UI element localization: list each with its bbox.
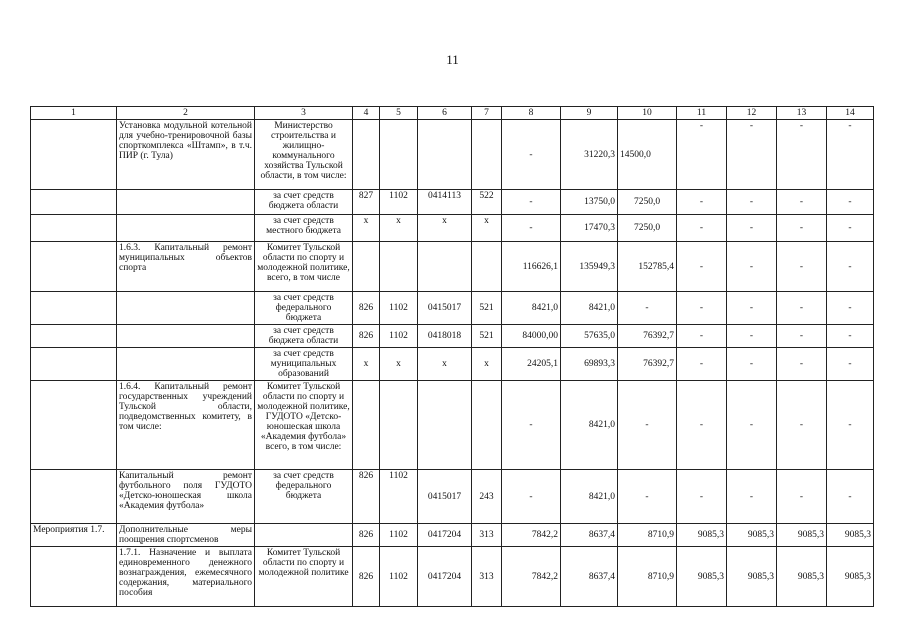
value-cell: - xyxy=(677,470,727,524)
value-cell: 14500,0 xyxy=(618,120,677,190)
value-cell: - xyxy=(827,470,874,524)
section-code xyxy=(380,381,418,470)
measure-name: 1.6.3. Капитальный ремонт муниципальных объектов спорта xyxy=(117,242,255,292)
value-cell: - xyxy=(727,242,777,292)
measure-name: Установка модульной котельной для учебно-тренировочной базы спорткомплекса «Штамп», в т.ч. ПИР (г. Тула) xyxy=(117,120,255,190)
event-cell xyxy=(31,381,117,470)
value-cell: - xyxy=(502,381,561,470)
article-code: х xyxy=(418,348,472,381)
header-cell: 3 xyxy=(255,107,353,120)
value-cell: 76392,7 xyxy=(618,348,677,381)
table-row xyxy=(31,381,874,470)
value-cell: - xyxy=(827,120,874,190)
value-cell: - xyxy=(777,190,827,215)
article-code: 0415017 xyxy=(418,292,472,325)
value-cell: - xyxy=(827,325,874,348)
section-code: х xyxy=(380,215,418,242)
section-code: 1102 xyxy=(380,292,418,325)
value-cell: - xyxy=(618,292,677,325)
page-number: 11 xyxy=(446,52,459,67)
grbs-code: 826 xyxy=(353,547,380,607)
value-cell: 57635,0 xyxy=(561,325,618,348)
value-cell: - xyxy=(727,190,777,215)
article-code: 0415017 xyxy=(418,470,472,524)
executor-name: за счет средств федерального бюджета xyxy=(255,292,353,325)
event-cell xyxy=(31,215,117,242)
value-cell: 7250,0 xyxy=(618,215,677,242)
grbs-code: х xyxy=(353,348,380,381)
expense-code: 521 xyxy=(472,325,502,348)
executor-name: за счет средств муниципальных образований xyxy=(255,348,353,381)
value-cell: 8421,0 xyxy=(561,292,618,325)
article-code xyxy=(418,120,472,190)
section-code: 1102 xyxy=(380,547,418,607)
value-cell: - xyxy=(777,215,827,242)
value-cell: - xyxy=(727,348,777,381)
executor-name: Комитет Тульской области по спорту и молодежной политике, всего, в том числе xyxy=(255,242,353,292)
measure-name xyxy=(117,292,255,325)
value-cell: - xyxy=(618,470,677,524)
expense-code: 313 xyxy=(472,524,502,547)
header-cell: 7 xyxy=(472,107,502,120)
header-cell: 11 xyxy=(677,107,727,120)
value-cell: - xyxy=(827,215,874,242)
section-code: 1102 xyxy=(380,470,418,524)
value-cell: - xyxy=(827,381,874,470)
value-cell: - xyxy=(777,120,827,190)
table-row xyxy=(31,292,874,325)
article-code xyxy=(418,381,472,470)
grbs-code xyxy=(353,120,380,190)
measure-name: 1.6.4. Капитальный ремонт государственных учреждений Тульской области, подведомственных комитету, в том числе: xyxy=(117,381,255,470)
executor-name xyxy=(255,524,353,547)
value-cell: - xyxy=(727,325,777,348)
table-row xyxy=(31,242,874,292)
event-cell xyxy=(31,120,117,190)
value-cell: 9085,3 xyxy=(677,547,727,607)
value-cell: 31220,3 xyxy=(561,120,618,190)
header-cell: 9 xyxy=(561,107,618,120)
table-row xyxy=(31,120,874,190)
value-cell: - xyxy=(777,381,827,470)
expense-code xyxy=(472,120,502,190)
measure-name xyxy=(117,348,255,381)
section-code: 1102 xyxy=(380,524,418,547)
value-cell: - xyxy=(677,292,727,325)
article-code xyxy=(418,242,472,292)
executor-name: Министерство строительства и жилищно-коммунального хозяйства Тульской области, в том числе: xyxy=(255,120,353,190)
value-cell: - xyxy=(677,120,727,190)
header-cell: 1 xyxy=(31,107,117,120)
article-code: 0417204 xyxy=(418,547,472,607)
expense-code xyxy=(472,381,502,470)
value-cell: - xyxy=(677,242,727,292)
header-cell: 13 xyxy=(777,107,827,120)
expense-code: 522 xyxy=(472,190,502,215)
measure-name: 1.7.1. Назначение и выплата единовременного денежного вознаграждения, ежемесячного содержания, материального пособия xyxy=(117,547,255,607)
executor-name: Комитет Тульской области по спорту и молодежной политике, ГУДОТО «Детско-юношеская школа «Академия футбола» всего, в том числе: xyxy=(255,381,353,470)
executor-name: за счет средств местного бюджета xyxy=(255,215,353,242)
executor-name: за счет средств бюджета области xyxy=(255,190,353,215)
event-cell xyxy=(31,292,117,325)
value-cell: - xyxy=(618,381,677,470)
article-code: 0417204 xyxy=(418,524,472,547)
value-cell: - xyxy=(777,470,827,524)
grbs-code: 826 xyxy=(353,524,380,547)
executor-name: за счет средств бюджета области xyxy=(255,325,353,348)
grbs-code: 826 xyxy=(353,325,380,348)
article-code: 0414113 xyxy=(418,190,472,215)
budget-table xyxy=(30,106,874,607)
value-cell: - xyxy=(677,381,727,470)
value-cell: 9085,3 xyxy=(727,547,777,607)
expense-code: 243 xyxy=(472,470,502,524)
grbs-code: х xyxy=(353,215,380,242)
table-row xyxy=(31,470,874,524)
measure-name: Капитальный ремонт футбольного поля ГУДОТО «Детско-юношеская школа «Академия футбола» xyxy=(117,470,255,524)
value-cell: 13750,0 xyxy=(561,190,618,215)
value-cell: - xyxy=(777,348,827,381)
value-cell: 9085,3 xyxy=(777,524,827,547)
header-cell: 10 xyxy=(618,107,677,120)
value-cell: - xyxy=(827,292,874,325)
value-cell: 7250,0 xyxy=(618,190,677,215)
value-cell: - xyxy=(502,215,561,242)
header-cell: 2 xyxy=(117,107,255,120)
value-cell: - xyxy=(727,292,777,325)
table-row xyxy=(31,325,874,348)
table-row xyxy=(31,524,874,547)
value-cell: - xyxy=(677,190,727,215)
value-cell: 7842,2 xyxy=(502,524,561,547)
value-cell: - xyxy=(777,242,827,292)
event-cell xyxy=(31,470,117,524)
value-cell: 135949,3 xyxy=(561,242,618,292)
value-cell: 8421,0 xyxy=(502,292,561,325)
measure-name: Дополнительные меры поощрения спортсменов xyxy=(117,524,255,547)
value-cell: - xyxy=(502,470,561,524)
header-cell: 5 xyxy=(380,107,418,120)
event-cell xyxy=(31,325,117,348)
header-row xyxy=(31,107,874,120)
measure-name xyxy=(117,325,255,348)
value-cell: 8421,0 xyxy=(561,470,618,524)
section-code: 1102 xyxy=(380,325,418,348)
section-code xyxy=(380,242,418,292)
expense-code: х xyxy=(472,348,502,381)
value-cell: 8421,0 xyxy=(561,381,618,470)
value-cell: 69893,3 xyxy=(561,348,618,381)
value-cell: - xyxy=(777,325,827,348)
value-cell: - xyxy=(727,120,777,190)
value-cell: - xyxy=(727,381,777,470)
table-row xyxy=(31,547,874,607)
event-cell xyxy=(31,348,117,381)
value-cell: - xyxy=(827,190,874,215)
value-cell: 8710,9 xyxy=(618,524,677,547)
value-cell: 8637,4 xyxy=(561,547,618,607)
value-cell: 116626,1 xyxy=(502,242,561,292)
value-cell: 9085,3 xyxy=(727,524,777,547)
table-row xyxy=(31,190,874,215)
value-cell: - xyxy=(827,242,874,292)
event-cell: Мероприятия 1.7. xyxy=(31,524,117,547)
measure-name xyxy=(117,190,255,215)
header-cell: 12 xyxy=(727,107,777,120)
value-cell: 8710,9 xyxy=(618,547,677,607)
article-code: х xyxy=(418,215,472,242)
section-code: х xyxy=(380,348,418,381)
article-code: 0418018 xyxy=(418,325,472,348)
event-cell xyxy=(31,547,117,607)
grbs-code xyxy=(353,381,380,470)
value-cell: - xyxy=(727,470,777,524)
event-cell xyxy=(31,242,117,292)
header-cell: 14 xyxy=(827,107,874,120)
value-cell: 8637,4 xyxy=(561,524,618,547)
event-cell xyxy=(31,190,117,215)
grbs-code: 827 xyxy=(353,190,380,215)
grbs-code xyxy=(353,242,380,292)
value-cell: 76392,7 xyxy=(618,325,677,348)
value-cell: 152785,4 xyxy=(618,242,677,292)
header-cell: 4 xyxy=(353,107,380,120)
table-row xyxy=(31,348,874,381)
expense-code: 313 xyxy=(472,547,502,607)
value-cell: 17470,3 xyxy=(561,215,618,242)
header-cell: 6 xyxy=(418,107,472,120)
grbs-code: 826 xyxy=(353,292,380,325)
value-cell: 9085,3 xyxy=(777,547,827,607)
value-cell: - xyxy=(502,190,561,215)
expense-code: х xyxy=(472,215,502,242)
measure-name xyxy=(117,215,255,242)
header-cell: 8 xyxy=(502,107,561,120)
value-cell: 9085,3 xyxy=(677,524,727,547)
value-cell: - xyxy=(727,215,777,242)
executor-name: Комитет Тульской области по спорту и молодежной политике xyxy=(255,547,353,607)
value-cell: 24205,1 xyxy=(502,348,561,381)
value-cell: - xyxy=(677,215,727,242)
expense-code: 521 xyxy=(472,292,502,325)
value-cell: 84000,00 xyxy=(502,325,561,348)
section-code xyxy=(380,120,418,190)
grbs-code: 826 xyxy=(353,470,380,524)
expense-code xyxy=(472,242,502,292)
value-cell: - xyxy=(677,325,727,348)
value-cell: - xyxy=(827,348,874,381)
value-cell: - xyxy=(502,120,561,190)
value-cell: 9085,3 xyxy=(827,547,874,607)
value-cell: 7842,2 xyxy=(502,547,561,607)
value-cell: - xyxy=(777,292,827,325)
section-code: 1102 xyxy=(380,190,418,215)
table-row xyxy=(31,215,874,242)
value-cell: - xyxy=(677,348,727,381)
executor-name: за счет средств федерального бюджета xyxy=(255,470,353,524)
value-cell: 9085,3 xyxy=(827,524,874,547)
